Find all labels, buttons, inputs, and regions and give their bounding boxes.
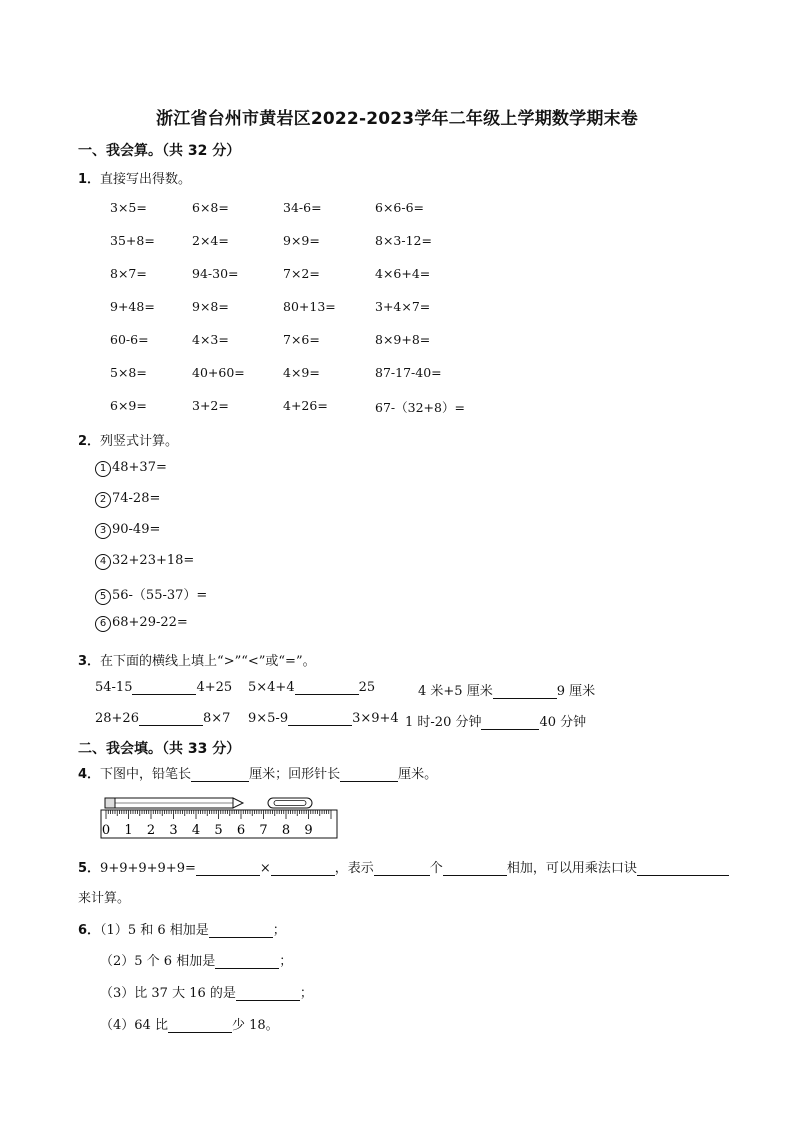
question-text: （2）5 个 6 相加是 [100, 954, 216, 969]
item-number-badge: 4 [95, 554, 111, 570]
calc-item: 4×9= [283, 365, 320, 380]
page-title: 浙江省台州市黄岩区2022-2023学年二年级上学期数学期末卷 [156, 109, 638, 129]
calc-item: 4×6+4= [375, 266, 431, 281]
calc-item: 9×8= [192, 299, 229, 314]
compare-row-2 [95, 711, 230, 726]
compare-expr: 4+25 [196, 680, 233, 695]
calc-item: 80+13= [283, 299, 336, 314]
calc-item: 4×3= [192, 332, 229, 347]
ruler-label: 5 [214, 823, 223, 838]
calc-expression: 48+37= [112, 460, 167, 475]
compare-expr: 4 米+5 厘米 [418, 684, 493, 699]
calc-item: 3+2= [192, 398, 229, 413]
compare-row-1c [418, 680, 595, 699]
question-text: （1）5 和 6 相加是 [100, 923, 209, 938]
question-4 [78, 763, 437, 782]
answer-blank[interactable] [443, 861, 507, 876]
answer-blank[interactable] [340, 767, 398, 782]
vertical-calc-item [95, 584, 207, 605]
ruler-label: 9 [304, 823, 313, 838]
question-5 [78, 857, 729, 876]
compare-expr: 3×9+4 [352, 711, 399, 726]
compare-expr: 25 [358, 680, 376, 695]
item-number-badge: 6 [95, 616, 111, 632]
question-6-part-4 [100, 1014, 279, 1033]
calc-item: 67-（32+8）= [375, 400, 465, 415]
compare-row-1b [248, 680, 375, 695]
answer-blank[interactable] [271, 861, 335, 876]
calc-item: 9+48= [110, 299, 155, 314]
paperclip-icon [268, 798, 312, 808]
ruler-label: 7 [259, 823, 268, 838]
calc-item: 3×5= [110, 200, 147, 215]
section-heading-1: 一、我会算。（共 32 分） [78, 143, 241, 159]
question-number: 3． [78, 654, 101, 669]
compare-expr: 40 分钟 [539, 715, 587, 730]
answer-blank[interactable] [215, 954, 279, 969]
answer-blank[interactable] [374, 861, 430, 876]
compare-expr: 54-15 [95, 680, 133, 695]
item-number-badge: 5 [95, 589, 111, 605]
calc-item: 4+26= [283, 398, 328, 413]
question-text: （3）比 37 大 16 的是 [100, 986, 236, 1001]
question-text: ； [299, 986, 313, 1001]
answer-blank[interactable] [236, 986, 300, 1001]
item-number-badge: 2 [95, 492, 111, 508]
calc-item: 7×2= [283, 266, 320, 281]
compare-expr: 9×5-9 [248, 711, 289, 726]
answer-blank[interactable] [637, 861, 729, 876]
question-text: × [259, 861, 271, 876]
ruler-figure [100, 795, 340, 839]
question-text: ； [279, 954, 293, 969]
compare-row-2c [405, 711, 586, 730]
calc-item: 8×9+8= [375, 332, 431, 347]
calc-expression: 32+23+18= [112, 553, 195, 568]
compare-row-2b [248, 711, 399, 726]
answer-blank[interactable] [493, 684, 557, 699]
answer-blank[interactable] [288, 711, 352, 726]
calc-item: 40+60= [192, 365, 245, 380]
ruler-label: 8 [281, 823, 291, 838]
compare-expr: 1 时-20 分钟 [405, 715, 482, 730]
answer-blank[interactable] [209, 923, 273, 938]
ruler-label: 1 [124, 823, 133, 838]
vertical-calc-item [95, 522, 160, 539]
question-text: 下图中，铅笔长 [100, 767, 192, 782]
compare-expr: 28+26 [95, 711, 139, 726]
question-1 [78, 168, 191, 187]
calc-item: 9×9= [283, 233, 320, 248]
calc-item: 3+4×7= [375, 299, 431, 314]
calc-expression: 90-49= [112, 522, 161, 537]
question-6-part-2 [100, 950, 292, 969]
answer-blank[interactable] [168, 1018, 232, 1033]
question-text: ； [272, 923, 286, 938]
answer-blank[interactable] [295, 680, 359, 695]
question-3 [78, 650, 316, 669]
calc-item: 6×8= [192, 200, 229, 215]
answer-blank[interactable] [132, 680, 196, 695]
question-6-part-3 [100, 982, 313, 1001]
question-number: 5． [78, 861, 101, 876]
question-text: ，表示 [334, 861, 374, 876]
calc-item: 8×3-12= [375, 233, 432, 248]
question-text: 个 [429, 861, 443, 876]
calc-item: 34-6= [283, 200, 322, 215]
calc-item: 5×8= [110, 365, 147, 380]
calc-item: 2×4= [192, 233, 229, 248]
calc-expression: 74-28= [112, 491, 161, 506]
question-number: 4． [78, 767, 101, 782]
answer-blank[interactable] [481, 715, 539, 730]
ruler-label: 4 [191, 823, 201, 838]
compare-expr: 8×7 [202, 711, 231, 726]
answer-blank[interactable] [139, 711, 203, 726]
vertical-calc-item [95, 553, 194, 570]
calc-item: 8×7= [110, 266, 147, 281]
ruler-label: 0 [101, 823, 111, 838]
question-text: 相加，可以用乘法口诀 [506, 861, 637, 876]
calc-item: 7×6= [283, 332, 320, 347]
pencil-icon [105, 798, 243, 808]
question-text: 在下面的横线上填上“>”“<”或“=”。 [100, 654, 316, 669]
calc-expression: 68+29-22= [112, 615, 188, 630]
item-number-badge: 3 [95, 523, 111, 539]
section-heading-2: 二、我会填。（共 33 分） [78, 741, 241, 757]
answer-blank[interactable] [196, 861, 260, 876]
ruler-label: 3 [169, 823, 178, 838]
calc-item: 6×9= [110, 398, 147, 413]
vertical-calc-item [95, 491, 160, 508]
question-number: 1． [78, 172, 101, 187]
compare-row-1 [95, 680, 232, 695]
calc-expression: 56-（55-37）= [112, 588, 208, 603]
question-5-cont: 来计算。 [78, 891, 131, 906]
question-text: 直接写出得数。 [100, 172, 192, 187]
question-text: 厘米；回形针长 [249, 767, 341, 782]
question-text: 列竖式计算。 [100, 434, 179, 449]
question-text: 少 18。 [231, 1018, 279, 1033]
compare-expr: 5×4+4 [248, 680, 295, 695]
question-text: （4）64 比 [100, 1018, 168, 1033]
question-text: 9+9+9+9+9= [100, 861, 196, 876]
calc-item: 6×6-6= [375, 200, 425, 215]
question-number: 6． [78, 923, 101, 938]
question-6 [78, 919, 286, 938]
calc-item: 35+8= [110, 233, 155, 248]
question-2 [78, 430, 178, 449]
ruler-label: 6 [236, 823, 246, 838]
calc-item: 60-6= [110, 332, 149, 347]
item-number-badge: 1 [95, 461, 111, 477]
question-number: 2． [78, 434, 101, 449]
calc-item: 94-30= [192, 266, 239, 281]
ruler-label: 2 [146, 823, 156, 838]
vertical-calc-item [95, 460, 167, 477]
calc-item: 87-17-40= [375, 365, 442, 380]
answer-blank[interactable] [191, 767, 249, 782]
vertical-calc-item [95, 615, 188, 632]
question-text: 厘米。 [398, 767, 438, 782]
compare-expr: 9 厘米 [556, 684, 596, 699]
